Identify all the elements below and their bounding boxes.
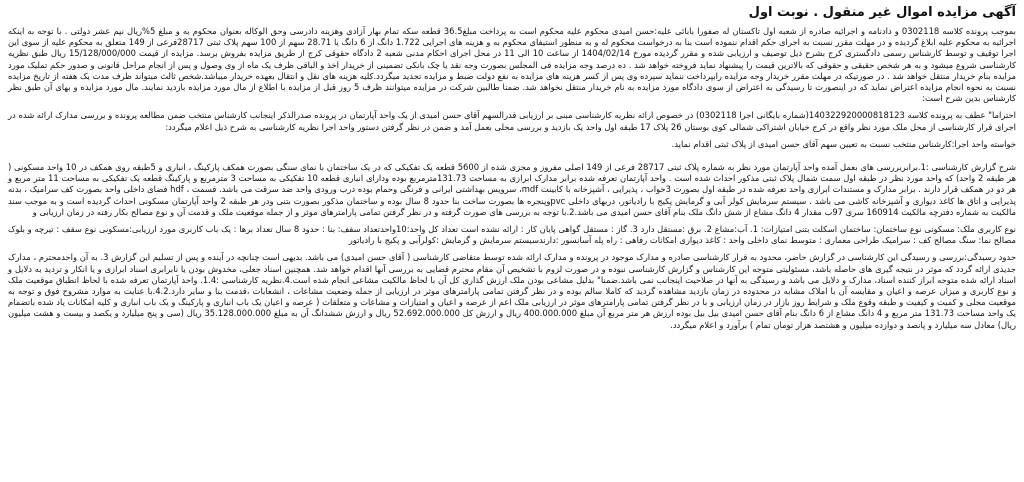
notice-paragraph-valuation: حدود رسیدگی:بررسی و رسیدگی این کارشناسی در گزارش حاضر، محدود به قرار کارشناسی صادره و مدارک موجود در پرونده و مدارک ارائه شده توسط متقاضی کارشناسی ( آقای حسن امیدی) می باشد. بدیهی است چنانچه در آینده و پس از تسلیم این گزارش 3. به آن واحدمحترم ، مدارک جدیدی ارائه گردد که موثر در نتیجه گیری های حاصله باشد، مسئولیتی متوجه این کارشناس و گزارش کارشناسی نبوده و در صورت لزوم با تشخیص آن مقام محترم قضایی به بررسی آنها اقدام خواهد شد. همچنین اسناد جعلی، مخدوش بودن یا نابرابری اسناد ابرازی و یا انکار و تردید به دلایل و اسناد ارائه شده متوجه ابراز کننده اسناد، مدارک و دلایل می باشد و رسیدگی به آنها در صلاحیت اینجانب نمی باشد.ضمنا" بدلیل مشاعی بودن ملک ارزش گذاری کل آن با لحاظ مالکیت مشاعی انجام شده است.4.نظریه کارشناسی :1.4. واحد آپارتمان تعرفه شده با لحاظ انطباق موقعیت ملک و نوع کاربری و میزان عرصه و اعیان و مقایسه آن با املاک مشابه در محدوده در زمان بازدید مشاهده گردید که کاملا سالم بوده و در نظر گرفتن تمامی پارامترهای موثر در ارزیابی از جمله وضعیت مشاعات ، انشعابات ،قدمت بنا و سایر دارد.4.2.با عنایت به موارد مشروح فوق و توجه به موقعیت محلی و کمیت و کیفیت و طبقه وقوع ملک و شرایط روز بازار در زمان ارزیابی و با در نظر گرفتن تمامی پارامترهای موثر در ارزیابی ملک اعم از عرصه و اعیان و امتیازات و مشاعات و متعلقات ( عرصه و اعیان یک باب انباری و پارکینگ و یک باب انباری و کلیه امکانات یاد شده باتضمام یک واحد مساحت 131.73 متر مربع و 4 دانگ مشاع از 6 دانگ بنام آقای حسن امیدی بیل بیل بوده ارزش هر متر مربع آن مبلغ 400.000.000 ریال و ارزش کل 52.692.000.000 ریال و ارزش ششدانگ آن به مبلغ 35.128.000.000 ریال (سی و پنج میلیارد و یکصد و بیست و هشت میلیون ریال) معادل سه میلیارد و پانصد و دوازده میلیون و هشتصد هزار تومان تمام ) برآورد و اعلام میگردد. xyxy=(8,252,1017,330)
notice-paragraph-request-summary: خواسته واحد اجرا:کارشناس منتخب نسبت به تعیین سهم آقای حسن امیدی از پلاک ثبتی اقدام نماید. xyxy=(671,138,1016,149)
notice-paragraph-expert-request: احتراما" عطف به پرونده کلاسه 140322920000818123(شماره بایگانی اجرا 0302118) در خصوص ارائه نظریه کارشناسی مبنی بر ارزیابی قدرالسهم آقای حسن امیدی از یک واحد آپارتمان در پرونده صدرالذکر اینجانب کارشناس منتخب ضمن مطالعه پرونده و بررسی مدارک ارائه شده در اجرای قرار کارشناسی از محل ملک مورد نظر واقع در کرج خیابان اشتراکی شمالی کوی بوستان 26 پلاک 17 طبقه اول واحد یک بازدید و بررسی محلی بعمل آمد و ضمن در نظر گرفتن دستور واحد اجرا نظریه کارشناسی به شرح ذیل اعلام میگردد: xyxy=(8,110,1016,132)
notice-paragraph-property-specs: نوع کاربری ملک: مسکونی نوع ساختمان: ساختمان اسکلت بتنی امتیازات: 1. آب:مشاع 2. برق :مستقل دارد 3. گاز : مستقل گواهی پایان کار : ارائه نشده است تعداد کل واحد:10واحدتعداد سقف: بنا : حدود 8 سال تعداد برها : یک باب کاربری مورد ارزیابی:مسکونی نوع سقف : تیرچه و بلوک مصالح نما: سنگ مصالح کف : سرامیک طراحی معماری : متوسط نمای داخلی واحد : کاغذ دیواری امکانات رفاهی : راه پله آسانسور :دارندسیستم سرمایش و گرمایش :کولرآبی و پکیج با رادیاتور xyxy=(8,224,1017,246)
notice-title: آگهی مزایده اموال غیر منقول . نوبت اول xyxy=(748,5,1016,20)
notice-paragraph-auction-terms: بموجب پرونده کلاسه 0302118 و دادنامه و اجرائیه صادره از شعبه اول تاکستان له صفورا بابائی علیه:حسن امیدی محکوم علیه محکوم است به پرداخت مبلغ36.5 قطعه سکه تمام بهار آزادی وهزینه دادرسی وحق الوکاله بعنوان محکوم به و مبلغ 5%ریال نیم عشر دولتی . با توجه به اینکه اجرائیه به محکوم علیه ابلاغ گردیده و در مهلت مقرر نسبت به اجرای حکم اقدام ننموده است بنا به درخواست محکوم له و به منظور استیفای محکوم به و هزینه های اجرایی 1.722 دانگ از 6 دانگ یا 28.71 سهم از 100 سهم پلاک ثبتی 28717فرعی از 149 متعلق به محکوم علیه از سوی این اجرا توقیف و توسط کارشناس رسمی دادگستری کرج بشرح ذیل توصیف و ارزیابی شده و مقرر گردیده مورخ 1404/02/14 از ساعت 10 الی 11 در محل اجرای احکام مدنی شعبه 2 دادگاه حقوقی کرج از طریق مزایده بفروش برسد. مزایده از قیمت 15/128/000/000 ریال طبق نظریه کارشناسی شروع میشود و به هر شخص حقیقی و حقوقی که بالاترین قیمت را پیشنهاد نماید فروخته خواهد شد . ده درصد وجه مزایده فی المجلس بصورت وجه نقد یا چک بانکی تضمینی از خریدار اخذ و الباقی ظرف یک ماه از وی وصول و پس از انجام مراحل قانونی و صدور حکم تملیک مورد مزایده بنام خریدار منتقل خواهد شد . در صورتیکه در مهلت مقرر خریدار وجه مزایده رابپرداخت ننماید سپرده وی پس از کسر هزینه های مزایده به نفع دولت ضبط و مزایده تجدید میگردد.کلیه هزینه های نقل و انتقال بعهده خریدار میباشد.شخص ثالث میتواند ظرف مدت یک هفته از تاریخ مزایده نسبت به نحوه انجام مزایده اعتراض نماید که در اینصورت تا رسیدگی به اعتراض از سوی دادگاه مورد مزایده به نام خریدار منتقل نخواهد شد. ضمنا طالبین شرکت در مزایده میتوانند ظرف 5 روز قبل از مزایده با اطلاع از مال مورد مزایده بازدید نمایند. مال مورد مزایده و بهای آن طبق نظر کارشناس بدین شرح است: xyxy=(8,26,1016,104)
notice-paragraph-expert-report: شرح گزارش کارشناسی :1.برابربررسی های بعمل آمده واحد آپارتمان مورد نظر به شماره پلاک ثبتی 28717 فرعی از 149 اصلی مفروز و مجزی شده از 5600 قطعه یک تفکیکی که در یک ساختمان با نمای سنگی بصورت همکف پارکینگ ، انباری و 5طبقه روی همکف در 10 واحد مسکونی ( هر طبقه 2 واحد) که واحد مورد نظر در طبقه اول سمت شمال پلاک ثبتی مذکور احداث شده است . واحد آپارتمان تعرفه شده برابر مدارک ابرازی به مساحت 131.73مترمربع بوده ودارای انباری قطعه 10 تفکیکی به مساحت 3 مترمربع و پارکینگ قطعه یک تفکیکی به مساحت 11 متر مربع و هر دو در همکف قرار دارند . برابر مدارک و مستندات ابرازی واحد تعرفه شده در طبقه اول بصورت 3خواب ، پذیرایی ، آشپزخانه با کابینت mdf، سرویس بهداشتی ایرانی و فرنگی وحمام بوده درب ورودی واحد ضد سرقت می باشد. قسمت ، hdf فضای داخلی واحد بصورت کف سرامیک ، بدنه پذیرایی و اتاق ها کاغذ دیواری و آشپزخانه کاشی می باشد . سیستم سرمایش کولر آبی و گرمایش پکیج با رادیاتور، دربهای داخلی pvcوپنجره ها بصورت ساخت بنا حدود 8 سال بوده و ساختمان مذکور بصورت بتنی ودر هر طبقه 2 واحد آپارتمان مسکونی احداث گردیده است و به موجب سند مالکیت به شماره دفترچه مالکیت 160914 سری 97ب مقدار 4 دانگ مشاع از شش دانگ ملک بنام آقای حسن امیدی می باشد.2.با توجه به بررسی های صورت گرفته و در نظر گرفتن تمامی پارامترهای موثر و از جمله موقعیت ملک و قدمت آن و نوع مصالح بکار رفته در زمان ارزیابی و xyxy=(8,162,1016,217)
